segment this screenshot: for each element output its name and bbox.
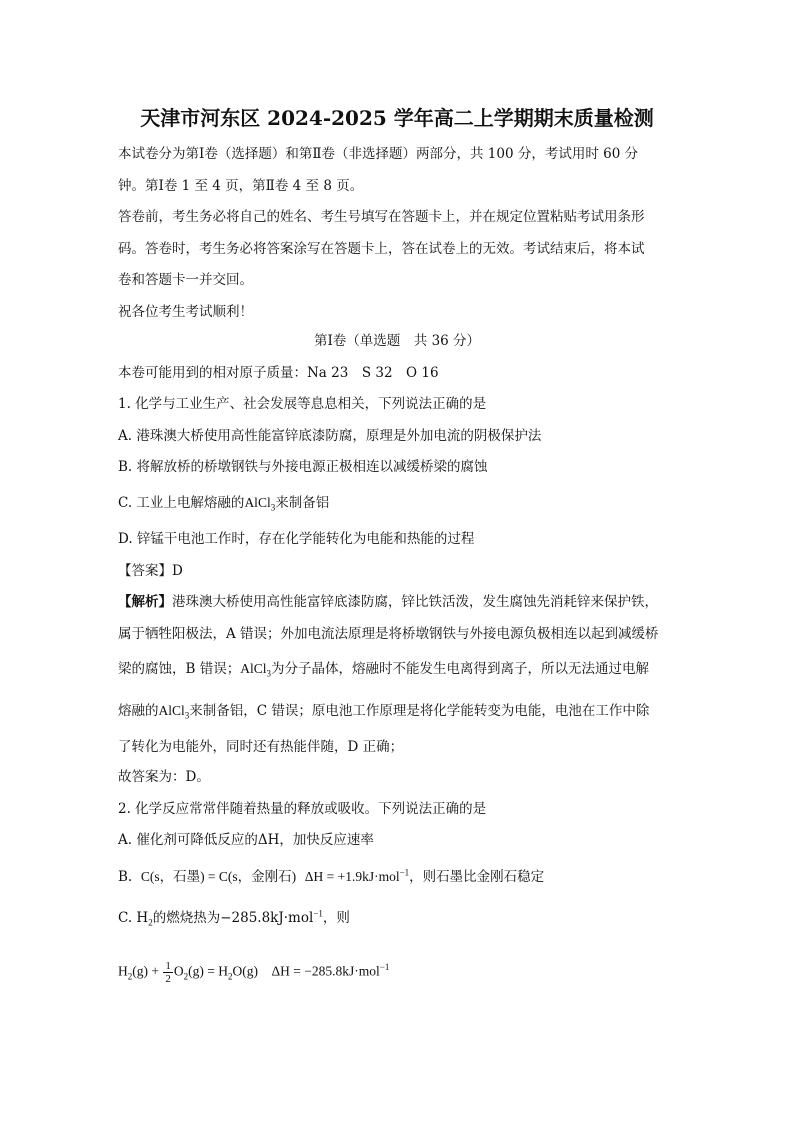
q1-answer: 【答案】D <box>118 563 183 579</box>
intro-line-6: 祝各位考生考试顺利！ <box>118 304 253 320</box>
eq-o2: O <box>173 963 184 979</box>
q1-analysis-line-1 <box>118 593 658 611</box>
q2-option-a: A. 催化剂可降低反应的ΔH，加快反应速率 <box>118 832 374 848</box>
q1-option-c <box>118 494 329 512</box>
alcl3-formula: AlCl <box>240 661 267 676</box>
intro-line-2: 钟。第Ⅰ卷 1 至 4 页，第Ⅱ卷 4 至 8 页。 <box>118 178 364 194</box>
intro-line-3: 答卷前，考生务必将自己的姓名、考生号填写在答题卡上，并在规定位置粘贴考试用条形 <box>118 209 645 225</box>
enthalpy-exponent: −1 <box>313 908 323 919</box>
q1-analysis-line-4 <box>118 702 649 720</box>
eq-h2: H <box>118 963 128 979</box>
q1-analysis-line-3 <box>118 660 649 678</box>
analysis-text: 熔融的 <box>118 703 159 719</box>
q2-option-b-label: B. <box>118 869 133 885</box>
q1-option-a: A. 港珠澳大桥使用高性能富锌底漆防腐，原理是外加电流的阴极保护法 <box>118 428 542 444</box>
q2-option-b <box>118 868 544 886</box>
analysis-text: 为分子晶体，熔融时不能发生电离得到离子，所以无法通过电解 <box>270 661 649 677</box>
q2-stem: 2. 化学反应常常伴随着热量的释放或吸收。下列说法正确的是 <box>118 801 487 817</box>
eq-exponent: −1 <box>379 962 390 973</box>
intro-line-1: 本试卷分为第Ⅰ卷（选择题）和第Ⅱ卷（非选择题）两部分，共 100 分，考试用时 60 分 <box>118 146 639 162</box>
half-fraction <box>163 960 173 985</box>
alcl3-formula: AlCl <box>158 703 185 718</box>
alcl3-subscript: 3 <box>184 710 190 721</box>
enthalpy-value: ΔH = +1.9kJ·mol <box>304 869 400 884</box>
q1-stem: 1. 化学与工业生产、社会发展等息息相关，下列说法正确的是 <box>118 396 487 412</box>
analysis-text: 港珠澳大桥使用高性能富锌底漆防腐，锌比铁活泼，发生腐蚀先消耗锌来保护铁， <box>172 594 658 610</box>
alcl3-subscript: 3 <box>270 502 276 513</box>
intro-line-4: 码。答卷时，考生务必将答案涂写在答题卡上，答在试卷上的无效。考试结束后，将本试 <box>118 241 645 257</box>
atomic-mass-note: 本卷可能用到的相对原子质量：Na 23 S 32 O 16 <box>118 365 439 381</box>
q1-option-c-rest: 来制备铝 <box>275 495 330 511</box>
q2-option-b-rest: ，则石墨比金刚石稳定 <box>409 869 545 885</box>
q1-option-b: B. 将解放桥的桥墩钢铁与外接电源正极相连以减缓桥梁的腐蚀 <box>118 459 488 475</box>
q1-conclusion: 故答案为：D。 <box>118 769 210 785</box>
enthalpy-exponent: −1 <box>399 867 410 878</box>
section-heading: 第Ⅰ卷（单选题 共 36 分） <box>313 333 481 349</box>
q2-option-c-mid: 的燃烧热为−285.8kJ·mol <box>152 910 314 926</box>
eq-h2-subscript: 2 <box>127 971 133 982</box>
eq-h2o-subscript: 2 <box>227 971 233 982</box>
analysis-text: 梁的腐蚀，B 错误； <box>118 661 241 677</box>
alcl3-formula: AlCl <box>244 495 271 510</box>
eq-h2o: O(g) ΔH = −285.8kJ·mol <box>232 963 380 979</box>
q2-option-c-rest: ，则 <box>322 910 350 926</box>
q1-analysis-line-2: 属于牺牲阳极法，A 错误；外加电流法原理是将桥墩钢铁与外接电源负极相连以起到减缓桥 <box>118 626 659 642</box>
q2-option-c <box>118 909 350 927</box>
q1-option-c-text: C. 工业上电解熔融的 <box>118 495 245 511</box>
analysis-label: 【解析】 <box>118 594 172 610</box>
q2-option-c-text: C. H <box>118 910 149 926</box>
page-title: 天津市河东区 2024-2025 学年高二上学期期末质量检测 <box>140 106 654 130</box>
eq-o2-subscript: 2 <box>183 971 189 982</box>
fraction-denominator: 2 <box>165 973 171 985</box>
q1-analysis-line-5: 了转化为电能外，同时还有热能伴随，D 正确； <box>118 739 404 755</box>
eq-h2-state: (g) + <box>132 963 159 979</box>
h2-subscript: 2 <box>148 917 153 928</box>
analysis-text: 来制备铝，C 错误；原电池工作原理是将化学能转变为电能，电池在工作中除 <box>189 703 650 719</box>
eq-mid: (g) = H <box>188 963 228 979</box>
q1-option-d: D. 锌锰干电池工作时，存在化学能转化为电能和热能的过程 <box>118 531 475 547</box>
fraction-numerator: 1 <box>165 960 171 972</box>
intro-line-5: 卷和答题卡一并交回。 <box>118 272 253 288</box>
alcl3-subscript: 3 <box>266 668 271 679</box>
graphite-diamond-equation: C(s，石墨) = C(s，金刚石) <box>140 869 297 884</box>
combustion-equation <box>118 960 389 985</box>
